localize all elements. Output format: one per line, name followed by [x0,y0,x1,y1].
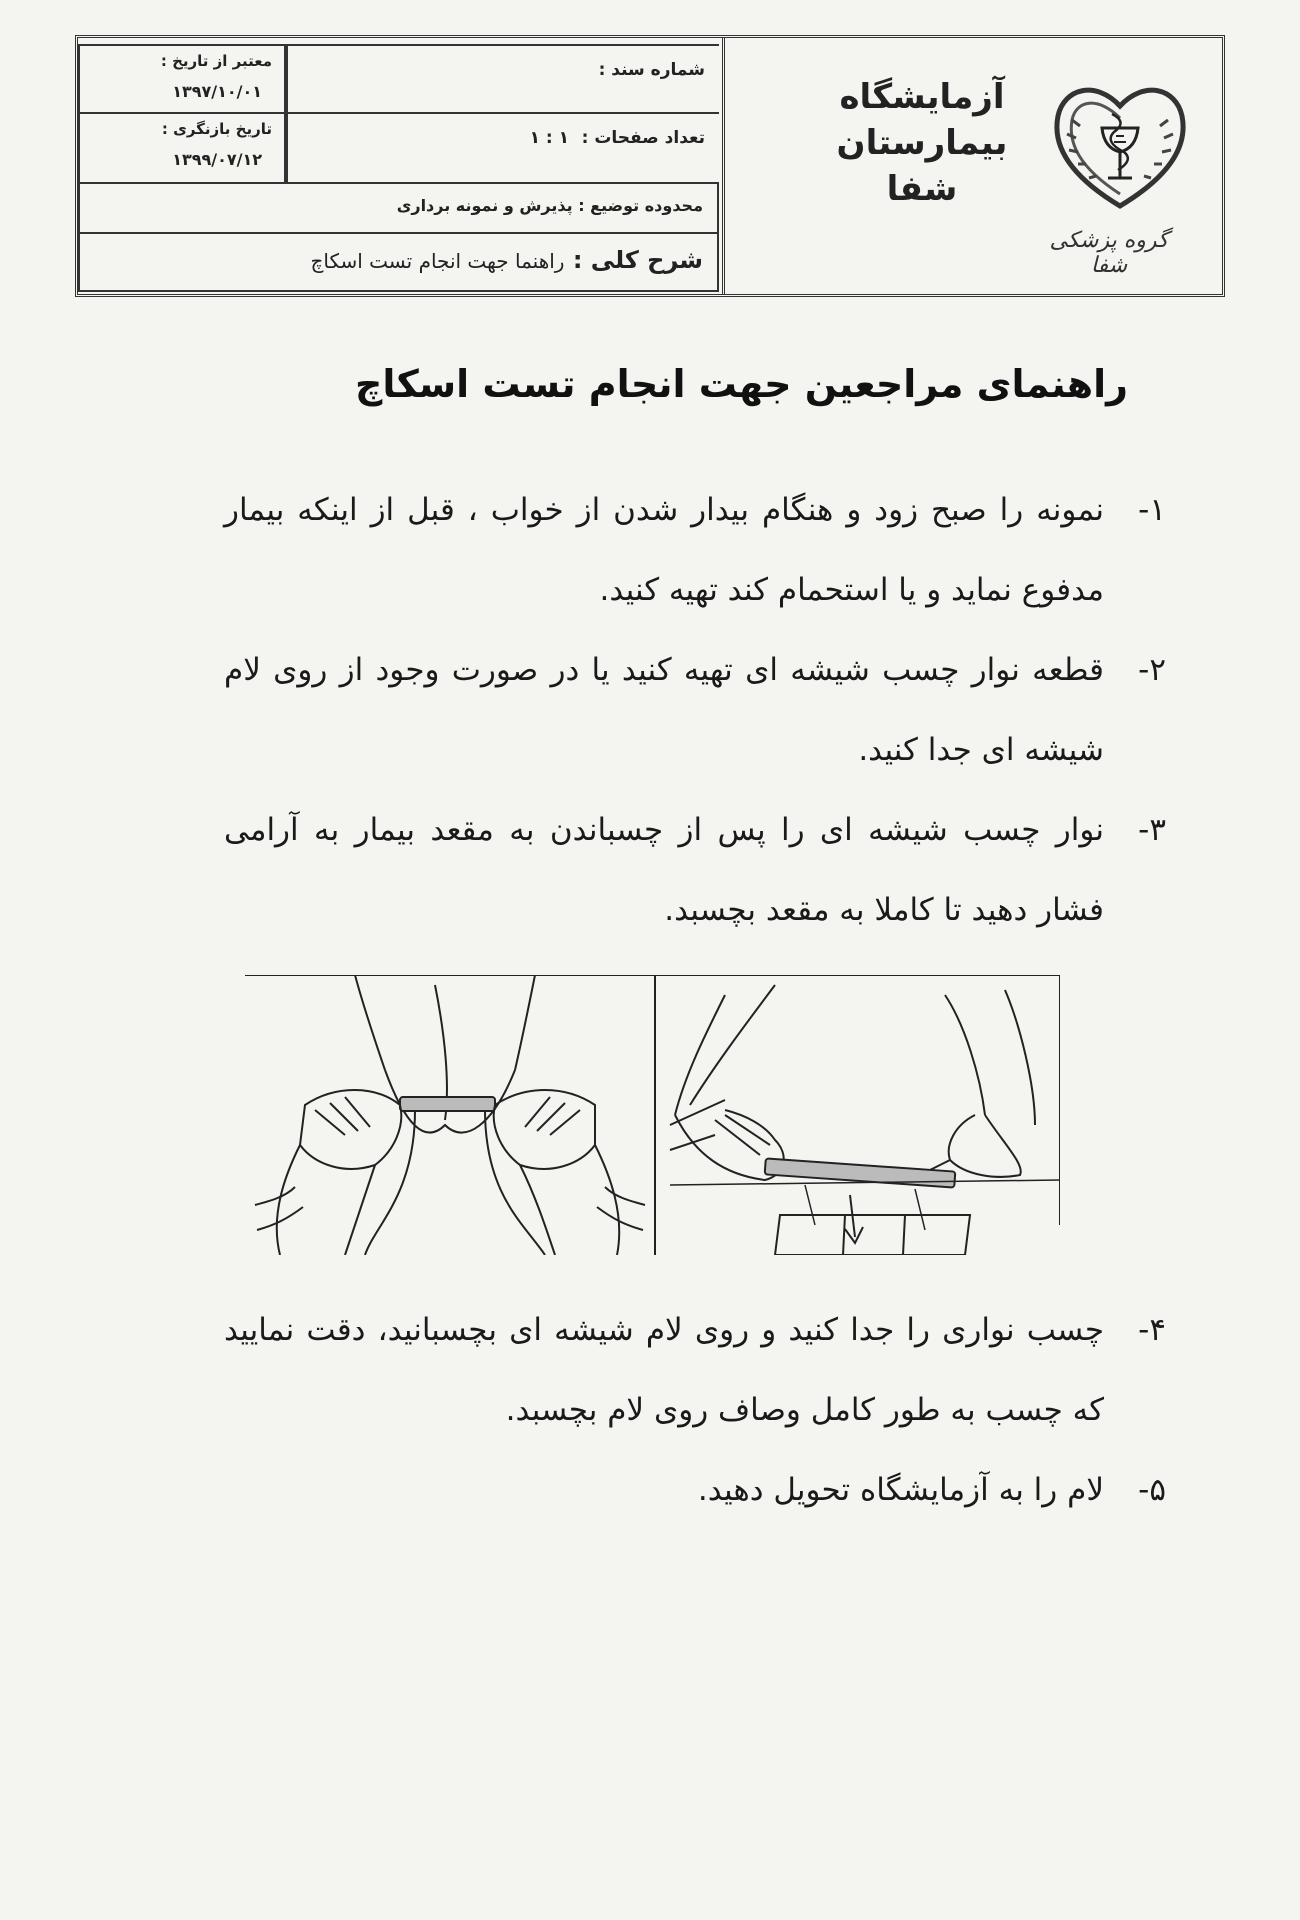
summary-label-text: شرح کلی : [572,246,703,274]
step-text: نوار چسب شیشه ای را پس از چسباندن به مقعد بیمار به آرامی فشار دهید تا کاملا به مقعد بچسبد. [224,812,1104,928]
org-name-line: شفا [886,169,958,209]
review-date-value: ۱۳۹۹/۰۷/۱۲ [172,150,262,169]
distribution-scope-cell [78,184,719,234]
step-number: ۱- [1138,492,1166,528]
applying-tape-drawing [255,975,645,1255]
page-count-cell [286,114,719,184]
distribution-scope: محدوده توضیع : پذیرش و نمونه برداری [396,196,703,215]
step-number: ۴- [1138,1312,1166,1348]
step-number: ۲- [1138,652,1166,688]
doc-number-label: شماره سند : [598,60,705,80]
organization-name [817,74,1027,212]
valid-from-label: معتبر از تاریخ : [160,52,272,70]
organization-cell [722,38,1222,294]
summary-label [310,246,703,274]
page-count-value: ۱ : ۱ [529,128,569,148]
instruction-step [224,790,1166,950]
instruction-step [224,630,1166,790]
org-name-line: آزمایشگاه [839,77,1005,117]
instruction-step [224,470,1166,630]
scotch-test-illustration [245,975,1060,1255]
valid-from-value: ۱۳۹۷/۱۰/۰۱ [172,82,262,101]
review-date-cell [78,114,286,184]
step-number: ۵- [1138,1472,1166,1508]
logo-caption: گروه پزشکی شفا [1049,228,1169,278]
summary-cell [78,234,719,292]
shafa-logo-icon [1040,66,1200,216]
instruction-step [224,1290,1166,1450]
illustration-drawing [245,975,1060,1255]
transferring-tape-drawing [670,985,1060,1255]
document-header-table [75,35,1225,297]
summary-value: راهنما جهت انجام تست اسکاچ [310,249,565,273]
step-number: ۳- [1138,812,1166,848]
document-title: راهنمای مراجعین جهت انجام تست اسکاچ [354,362,1128,406]
doc-number-cell [286,44,719,114]
page-count-label: تعداد صفحات : [581,128,705,148]
step-text: چسب نواری را جدا کنید و روی لام شیشه ای بچسبانید، دقت نمایید که چسب به طور کامل وصاف روی لام بچسبد. [224,1312,1104,1428]
step-text: نمونه را صبح زود و هنگام بیدار شدن از خواب ، قبل از اینکه بیمار مدفوع نماید و یا استحمام کند تهیه کنید. [224,492,1104,608]
instruction-step [224,1450,1166,1530]
step-text: لام را به آزمایشگاه تحویل دهید. [697,1472,1104,1508]
step-text: قطعه نوار چسب شیشه ای تهیه کنید یا در صورت وجود از روی لام شیشه ای جدا کنید. [224,652,1104,768]
review-date-label: تاریخ بازنگری : [161,120,272,138]
org-name-line: بیمارستان [836,123,1008,163]
valid-from-cell [78,44,286,114]
